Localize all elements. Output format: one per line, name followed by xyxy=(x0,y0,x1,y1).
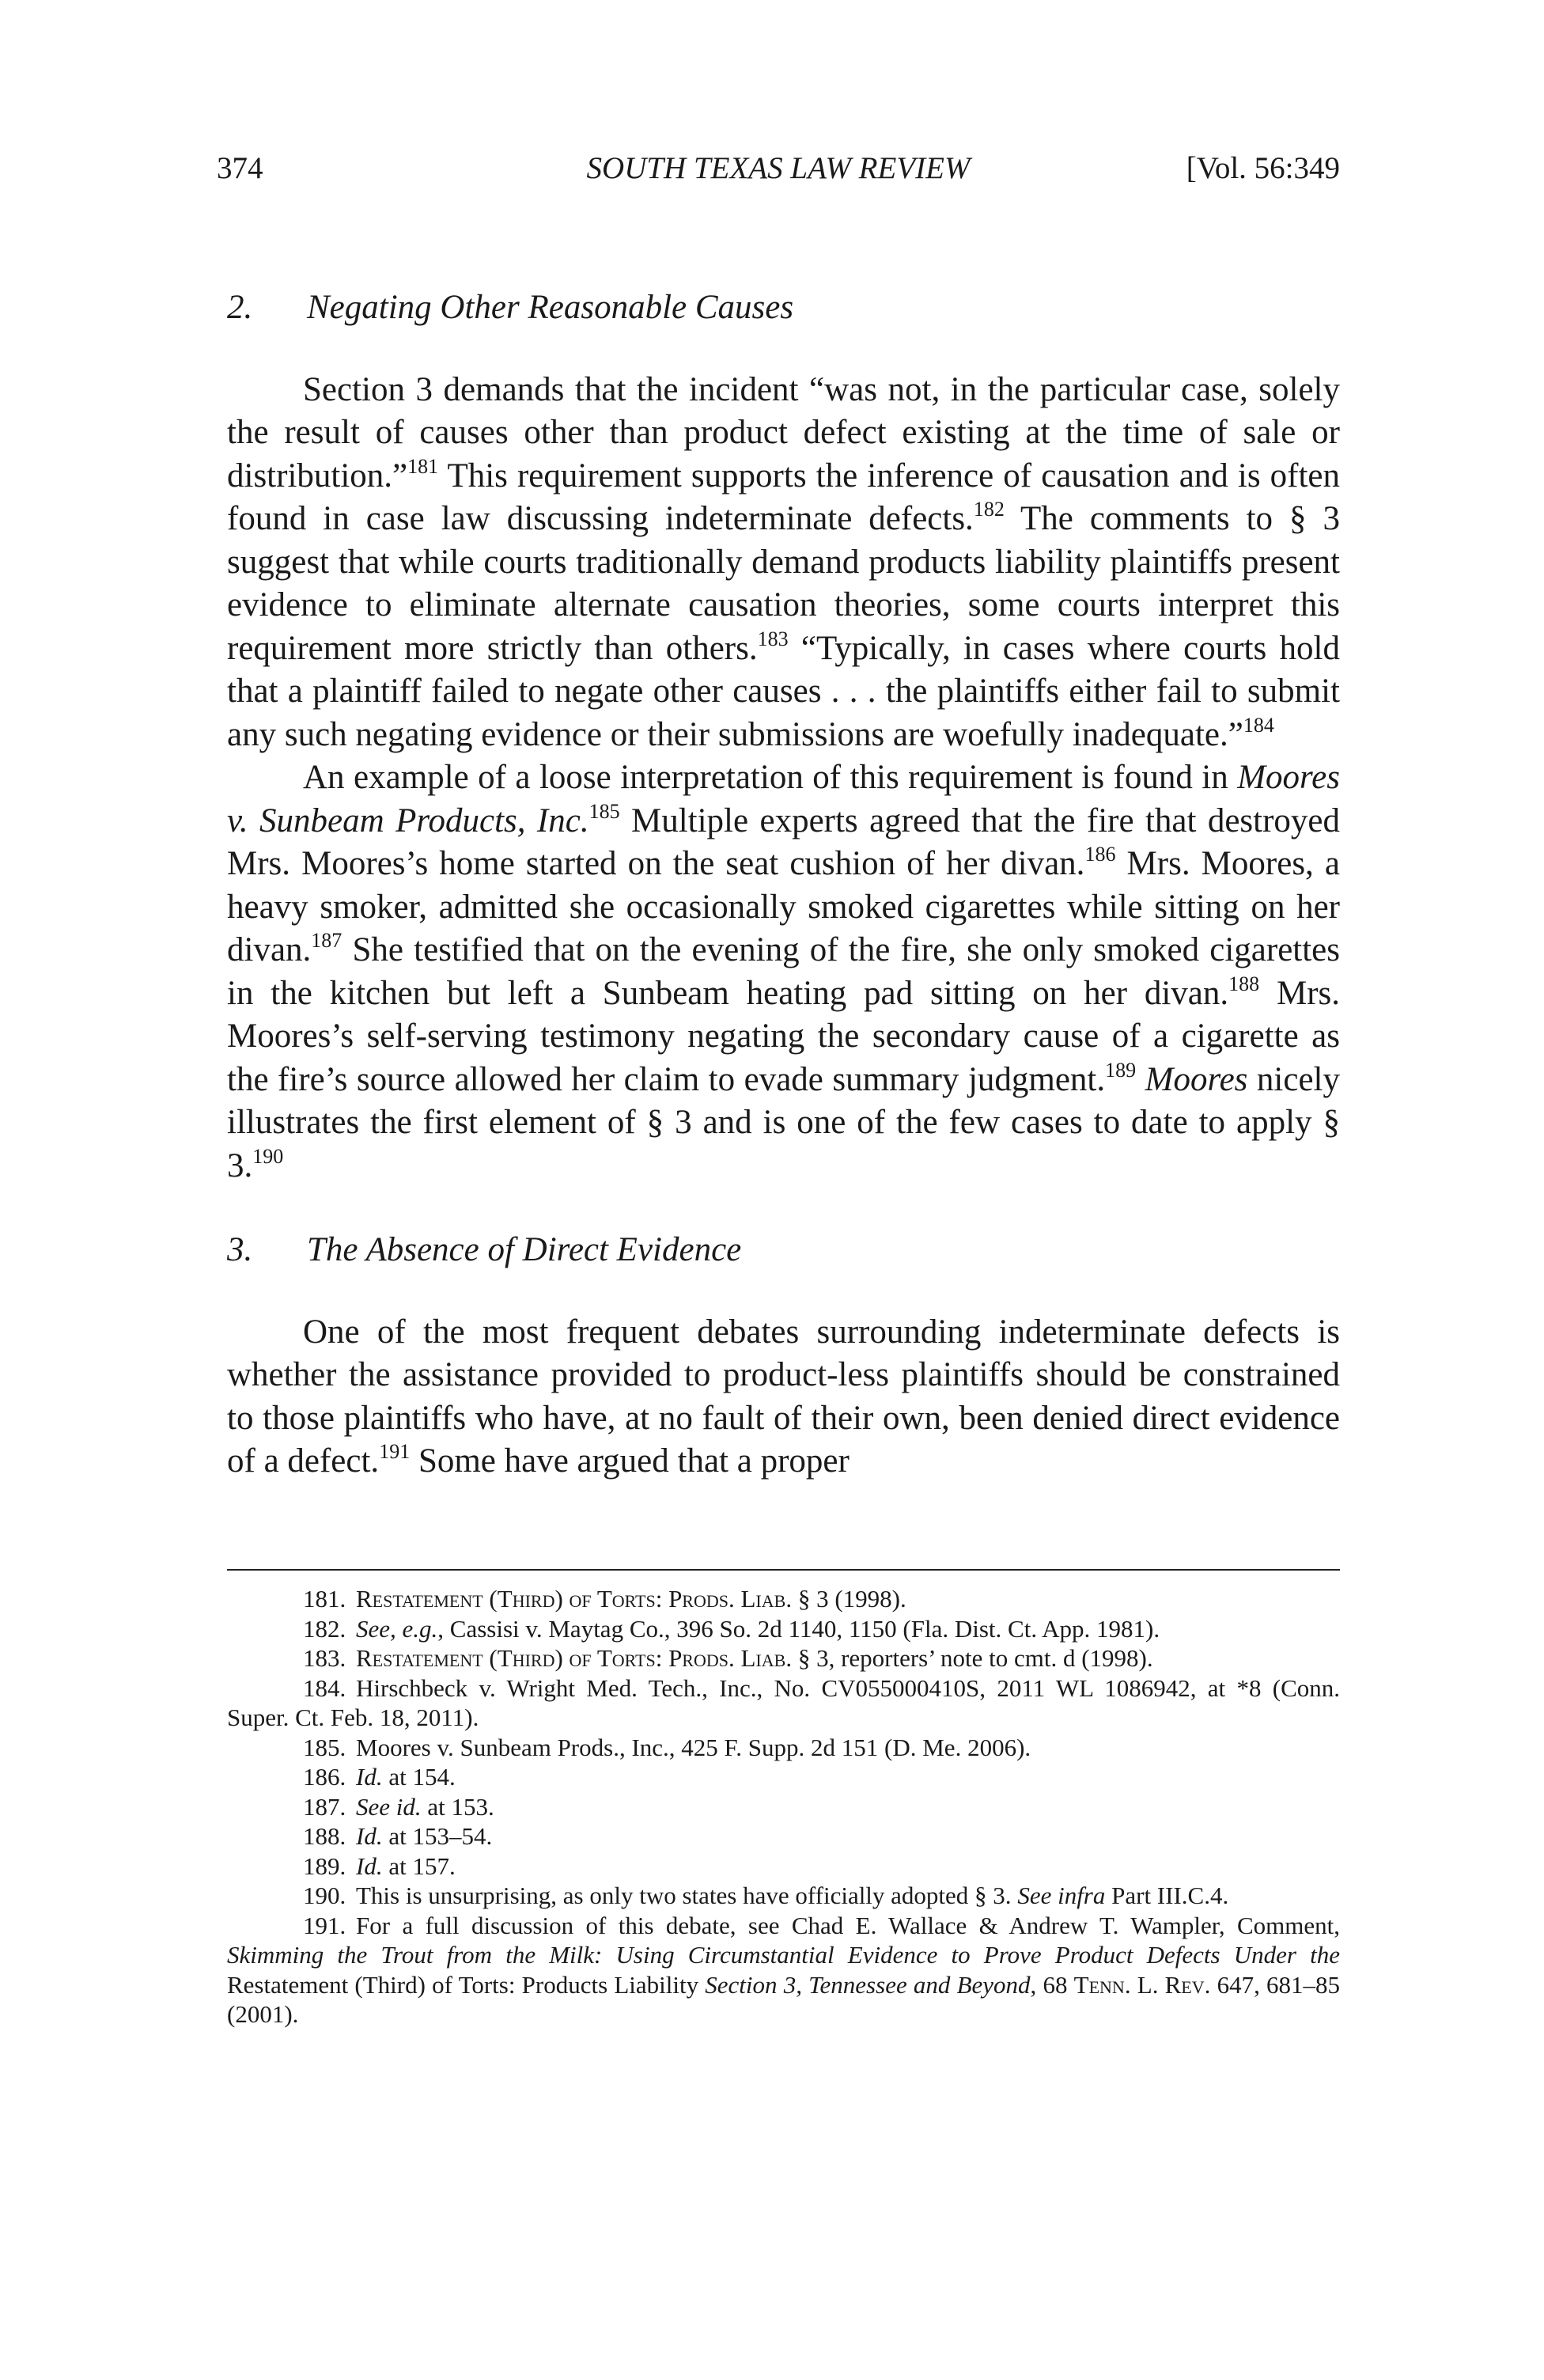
text-run: Some have argued that a proper xyxy=(410,1442,850,1480)
footnote-number: 186. xyxy=(303,1763,346,1791)
text-run: , 68 xyxy=(1030,1970,1074,1999)
signal: See, e.g. xyxy=(356,1614,438,1643)
footnote xyxy=(227,1614,1340,1644)
footnote-number: 187. xyxy=(303,1792,346,1821)
footnote-number: 190. xyxy=(303,1882,346,1909)
text-run xyxy=(1136,1061,1145,1098)
footnote xyxy=(227,1733,1340,1763)
text-run: The comments to § 3 suggest that while courts traditionally demand products liability plaintiffs present evidence to eliminate alternate causation theories, some courts interpret this requirement more strictly than others. xyxy=(227,500,1340,667)
footnotes xyxy=(227,1584,1340,2029)
text-run: An example of a loose interpretation of this requirement is found in xyxy=(303,759,1238,796)
text-run: 647, 681–85 (2001). xyxy=(227,1970,1341,2028)
article-title: Skimming the Trout from the Milk: Using Circumstantial Evidence to Prove Product Defects Under the xyxy=(227,1941,1340,1969)
paragraph xyxy=(227,1311,1340,1484)
footnote-ref: 183 xyxy=(757,627,789,650)
text-run: at 153–54. xyxy=(382,1822,493,1850)
footnote-ref: 189 xyxy=(1105,1058,1137,1082)
case-name: Moores v. Sunbeam Products, Inc. xyxy=(227,759,1340,839)
case-name: Moores xyxy=(1145,1060,1248,1098)
text-run: Mrs. Moores, a heavy smoker, admitted she occasionally smoked cigarettes while sitting on her divan. xyxy=(227,845,1340,968)
text-run: § 3, reporters’ note to cmt. d (1998). xyxy=(792,1644,1153,1672)
text-run: For a full discussion of this debate, see Chad E. Wallace & Andrew T. Wampler, Comment, xyxy=(356,1911,1340,1939)
footnote-ref: 187 xyxy=(311,929,342,952)
section-title: Negating Other Reasonable Causes xyxy=(307,289,794,326)
text-run: She testified that on the evening of the fire, she only smoked cigarettes in the kitchen but left a Sunbeam heating pad sitting on her divan. xyxy=(227,931,1340,1012)
paragraph xyxy=(227,369,1340,757)
section-heading-2 xyxy=(227,286,1340,330)
text-run: Section 3 demands that the incident “was not, in the particular case, solely the result of causes other than product defect existing at the time of sale or distribution.” xyxy=(227,370,1340,495)
volume-citation: [Vol. 56:349 xyxy=(1186,151,1340,185)
footnote-number: 184. xyxy=(303,1673,346,1702)
signal: See id. xyxy=(356,1792,422,1821)
footnote xyxy=(227,1584,1340,1614)
footnote xyxy=(227,1851,1340,1882)
footnote-divider xyxy=(227,1569,1340,1571)
text-run: This is unsurprising, as only two states have officially adopted § 3. xyxy=(356,1882,1018,1909)
footnote-ref: 184 xyxy=(1243,713,1274,737)
footnote xyxy=(227,1762,1340,1792)
paragraph xyxy=(227,756,1340,1188)
article-body xyxy=(227,286,1340,1484)
signal: Id. xyxy=(356,1822,383,1850)
footnote-ref: 191 xyxy=(379,1440,411,1463)
footnote xyxy=(227,1792,1340,1822)
text-run: at 154. xyxy=(382,1763,456,1791)
text-run: One of the most frequent debates surrounding indeterminate defects is whether the assistance provided to product-less plaintiffs should be constrained to those plaintiffs who have, at no fault of their own, been denied direct evidence of a defect. xyxy=(227,1313,1340,1480)
signal: Id. xyxy=(356,1851,383,1880)
footnote-number: 188. xyxy=(303,1822,346,1850)
text-run: at 153. xyxy=(421,1792,494,1821)
footnote-ref: 185 xyxy=(588,799,620,823)
text-run: , Cassisi v. Maytag Co., 396 So. 2d 1140, 1150 (Fla. Dist. Ct. App. 1981). xyxy=(437,1614,1160,1643)
text-run: Restatement (Third) of Torts: Prods. Liab. xyxy=(356,1585,793,1613)
text-run: Part III.C.4. xyxy=(1105,1882,1229,1909)
text-run: Hirschbeck v. Wright Med. Tech., Inc., No. CV055000410S, 2011 WL 1086942, at *8 (Conn. Super. Ct. Feb. 18, 2011). xyxy=(227,1673,1340,1731)
section-number: 2. xyxy=(227,289,253,326)
footnote-number: 181. xyxy=(303,1585,346,1613)
text-run: Mrs. Moores’s self-serving testimony negating the secondary cause of a cigarette as the fire’s source allowed her claim to evade summary judgment. xyxy=(227,974,1340,1098)
text-run: This requirement supports the inference of causation and is often found in case law discussing indeterminate defects. xyxy=(227,457,1340,537)
footnote xyxy=(227,1643,1340,1673)
text-run: Restatement (Third) of Torts: Products Liability xyxy=(227,1970,706,1999)
article-title: Section 3, Tennessee and Beyond xyxy=(705,1970,1031,1999)
signal: Id. xyxy=(356,1763,383,1791)
footnote-ref: 188 xyxy=(1228,972,1260,995)
signal: See infra xyxy=(1017,1882,1106,1909)
footnote xyxy=(227,1673,1340,1733)
footnote-number: 189. xyxy=(303,1851,346,1880)
footnote-number: 182. xyxy=(303,1614,346,1643)
text-run: at 157. xyxy=(382,1851,456,1880)
section-number: 3. xyxy=(227,1231,253,1268)
footnote-ref: 181 xyxy=(407,454,439,478)
text-run: “Typically, in cases where courts hold that a plaintiff failed to negate other causes . . . the plaintiffs either fail to submit any such negating evidence or their submissions are woefully inadequate.” xyxy=(227,629,1340,753)
footnote-ref: 190 xyxy=(252,1144,284,1168)
text-run: Restatement (Third) of Torts: Prods. Liab. xyxy=(356,1644,793,1672)
footnote xyxy=(227,1881,1340,1911)
journal-title: SOUTH TEXAS LAW REVIEW xyxy=(586,151,971,185)
text-run: Multiple experts agreed that the fire that destroyed Mrs. Moores’s home started on the seat cushion of her divan. xyxy=(227,802,1341,882)
footnote-ref: 182 xyxy=(973,498,1005,521)
footnote xyxy=(227,1911,1340,2029)
footnote-number: 185. xyxy=(303,1733,346,1761)
journal-abbrev: Tenn. L. Rev. xyxy=(1073,1970,1211,1999)
section-title: The Absence of Direct Evidence xyxy=(307,1231,742,1268)
text-run: Moores v. Sunbeam Prods., Inc., 425 F. Supp. 2d 151 (D. Me. 2006). xyxy=(356,1733,1031,1761)
footnote-ref: 186 xyxy=(1084,843,1116,866)
text-run: § 3 (1998). xyxy=(792,1585,906,1613)
text-run: nicely illustrates the first element of § 3 and is one of the few cases to date to apply § 3. xyxy=(227,1060,1340,1184)
running-header xyxy=(217,150,1340,190)
footnote-number: 183. xyxy=(303,1644,346,1672)
footnote-number: 191. xyxy=(303,1911,346,1939)
page-number: 374 xyxy=(217,151,263,185)
footnote xyxy=(227,1821,1340,1851)
section-heading-3 xyxy=(227,1229,1340,1272)
